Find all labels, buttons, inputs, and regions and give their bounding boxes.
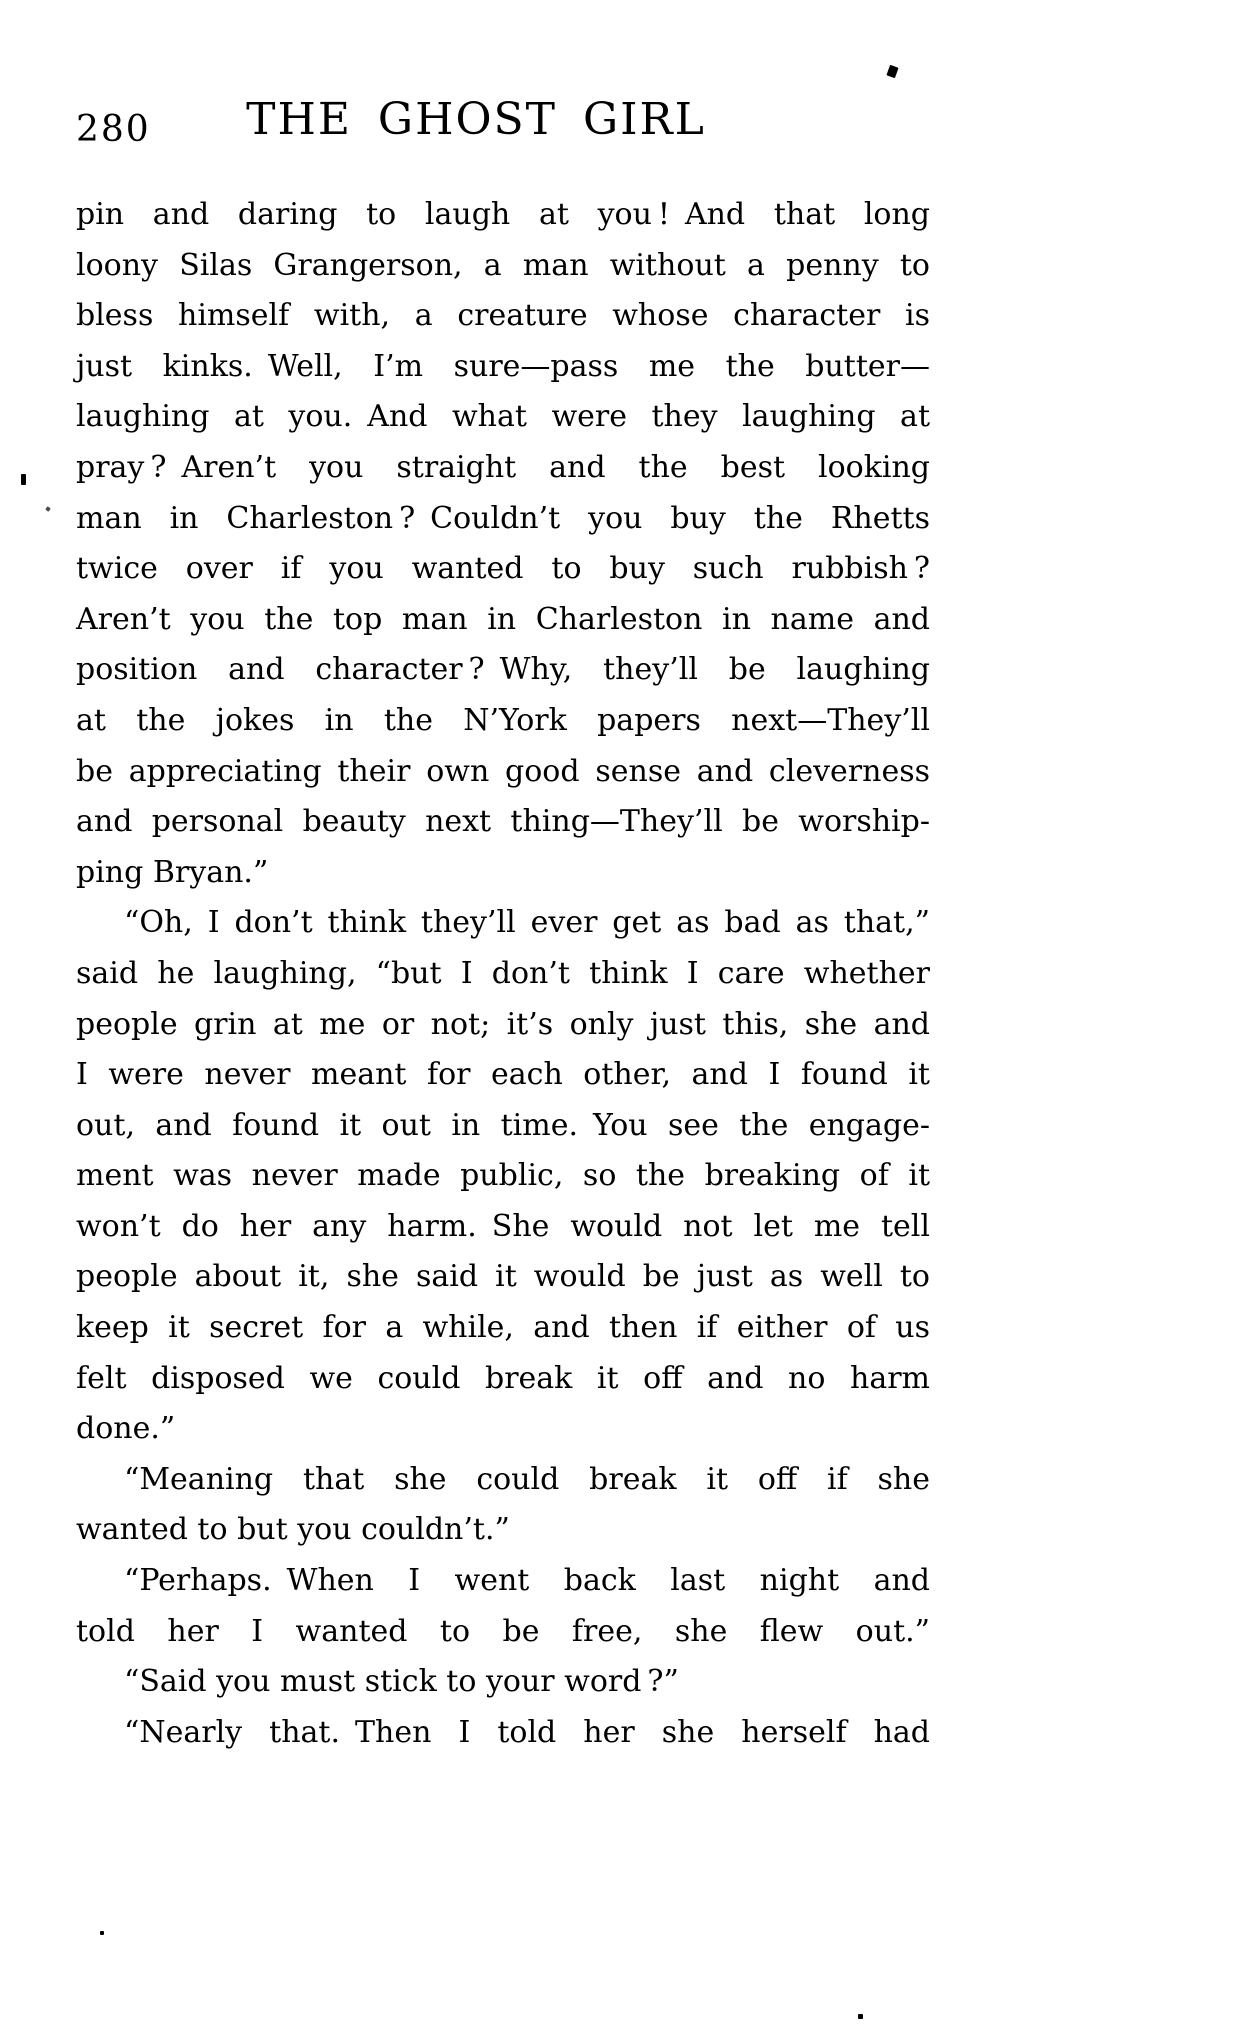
page-number: 280 xyxy=(76,109,151,150)
text-line: felt disposed we could break it off and no harm xyxy=(76,1360,930,1396)
text-line: I were never meant for each other, and I found it xyxy=(76,1057,930,1093)
text-line: bless himself with, a creature whose character is xyxy=(76,298,930,334)
text-line: told her I wanted to be free, she flew out.” xyxy=(76,1613,930,1649)
text-line: ment was never made public, so the breaking of it xyxy=(76,1158,930,1194)
paragraph xyxy=(76,1556,930,1657)
text-line: just kinks. Well, I’m sure—pass me the butter— xyxy=(76,348,930,384)
text-line: be appreciating their own good sense and cleverness xyxy=(76,753,930,789)
text-line: done.” xyxy=(76,1411,176,1447)
paragraph xyxy=(76,1455,930,1556)
text-line: loony Silas Grangerson, a man without a penny to xyxy=(76,247,930,283)
text-line: “Said you must stick to your word ?” xyxy=(124,1664,679,1700)
text-line: laughing at you. And what were they laughing at xyxy=(76,399,930,435)
text-line: won’t do her any harm. She would not let me tell xyxy=(76,1208,930,1244)
text-line: and personal beauty next thing—They’ll be worship- xyxy=(76,804,930,840)
text-line: people grin at me or not; it’s only just this, she and xyxy=(76,1006,930,1042)
text-line: keep it secret for a while, and then if either of us xyxy=(76,1310,930,1346)
page-body xyxy=(76,190,930,1758)
paragraph xyxy=(76,1657,930,1708)
text-line: people about it, she said it would be just as well to xyxy=(76,1259,930,1295)
text-line: pray ? Aren’t you straight and the best looking xyxy=(76,449,930,485)
paragraph xyxy=(76,898,930,1455)
text-line: “Oh, I don’t think they’ll ever get as bad as that,” xyxy=(124,905,930,941)
paragraph xyxy=(76,190,930,898)
paragraph xyxy=(76,1708,930,1759)
text-line: at the jokes in the N’York papers next—They’ll xyxy=(76,702,930,738)
ink-speck xyxy=(45,506,51,512)
text-line: pin and daring to laugh at you ! And that long xyxy=(76,197,930,232)
ink-speck xyxy=(100,1931,104,1935)
running-title: THE GHOST GIRL xyxy=(246,94,706,145)
text-line: wanted to but you couldn’t.” xyxy=(76,1512,510,1548)
text-line: position and character ? Why, they’ll be laughing xyxy=(76,652,930,688)
text-line: said he laughing, “but I don’t think I care whether xyxy=(76,955,930,991)
text-line: out, and found it out in time. You see the engage- xyxy=(76,1107,930,1143)
text-line: “Perhaps. When I went back last night and xyxy=(124,1563,930,1599)
text-line: ping Bryan.” xyxy=(76,854,269,890)
text-line: man in Charleston ? Couldn’t you buy the Rhetts xyxy=(76,500,930,536)
ink-speck xyxy=(886,65,898,78)
ink-speck xyxy=(858,2014,863,2019)
text-line: “Meaning that she could break it off if she xyxy=(124,1461,930,1497)
text-line: twice over if you wanted to buy such rubbish ? xyxy=(76,551,930,587)
text-line: Aren’t you the top man in Charleston in name and xyxy=(76,601,930,637)
text-line: “Nearly that. Then I told her she herself had xyxy=(124,1714,930,1750)
ink-speck xyxy=(21,474,26,485)
